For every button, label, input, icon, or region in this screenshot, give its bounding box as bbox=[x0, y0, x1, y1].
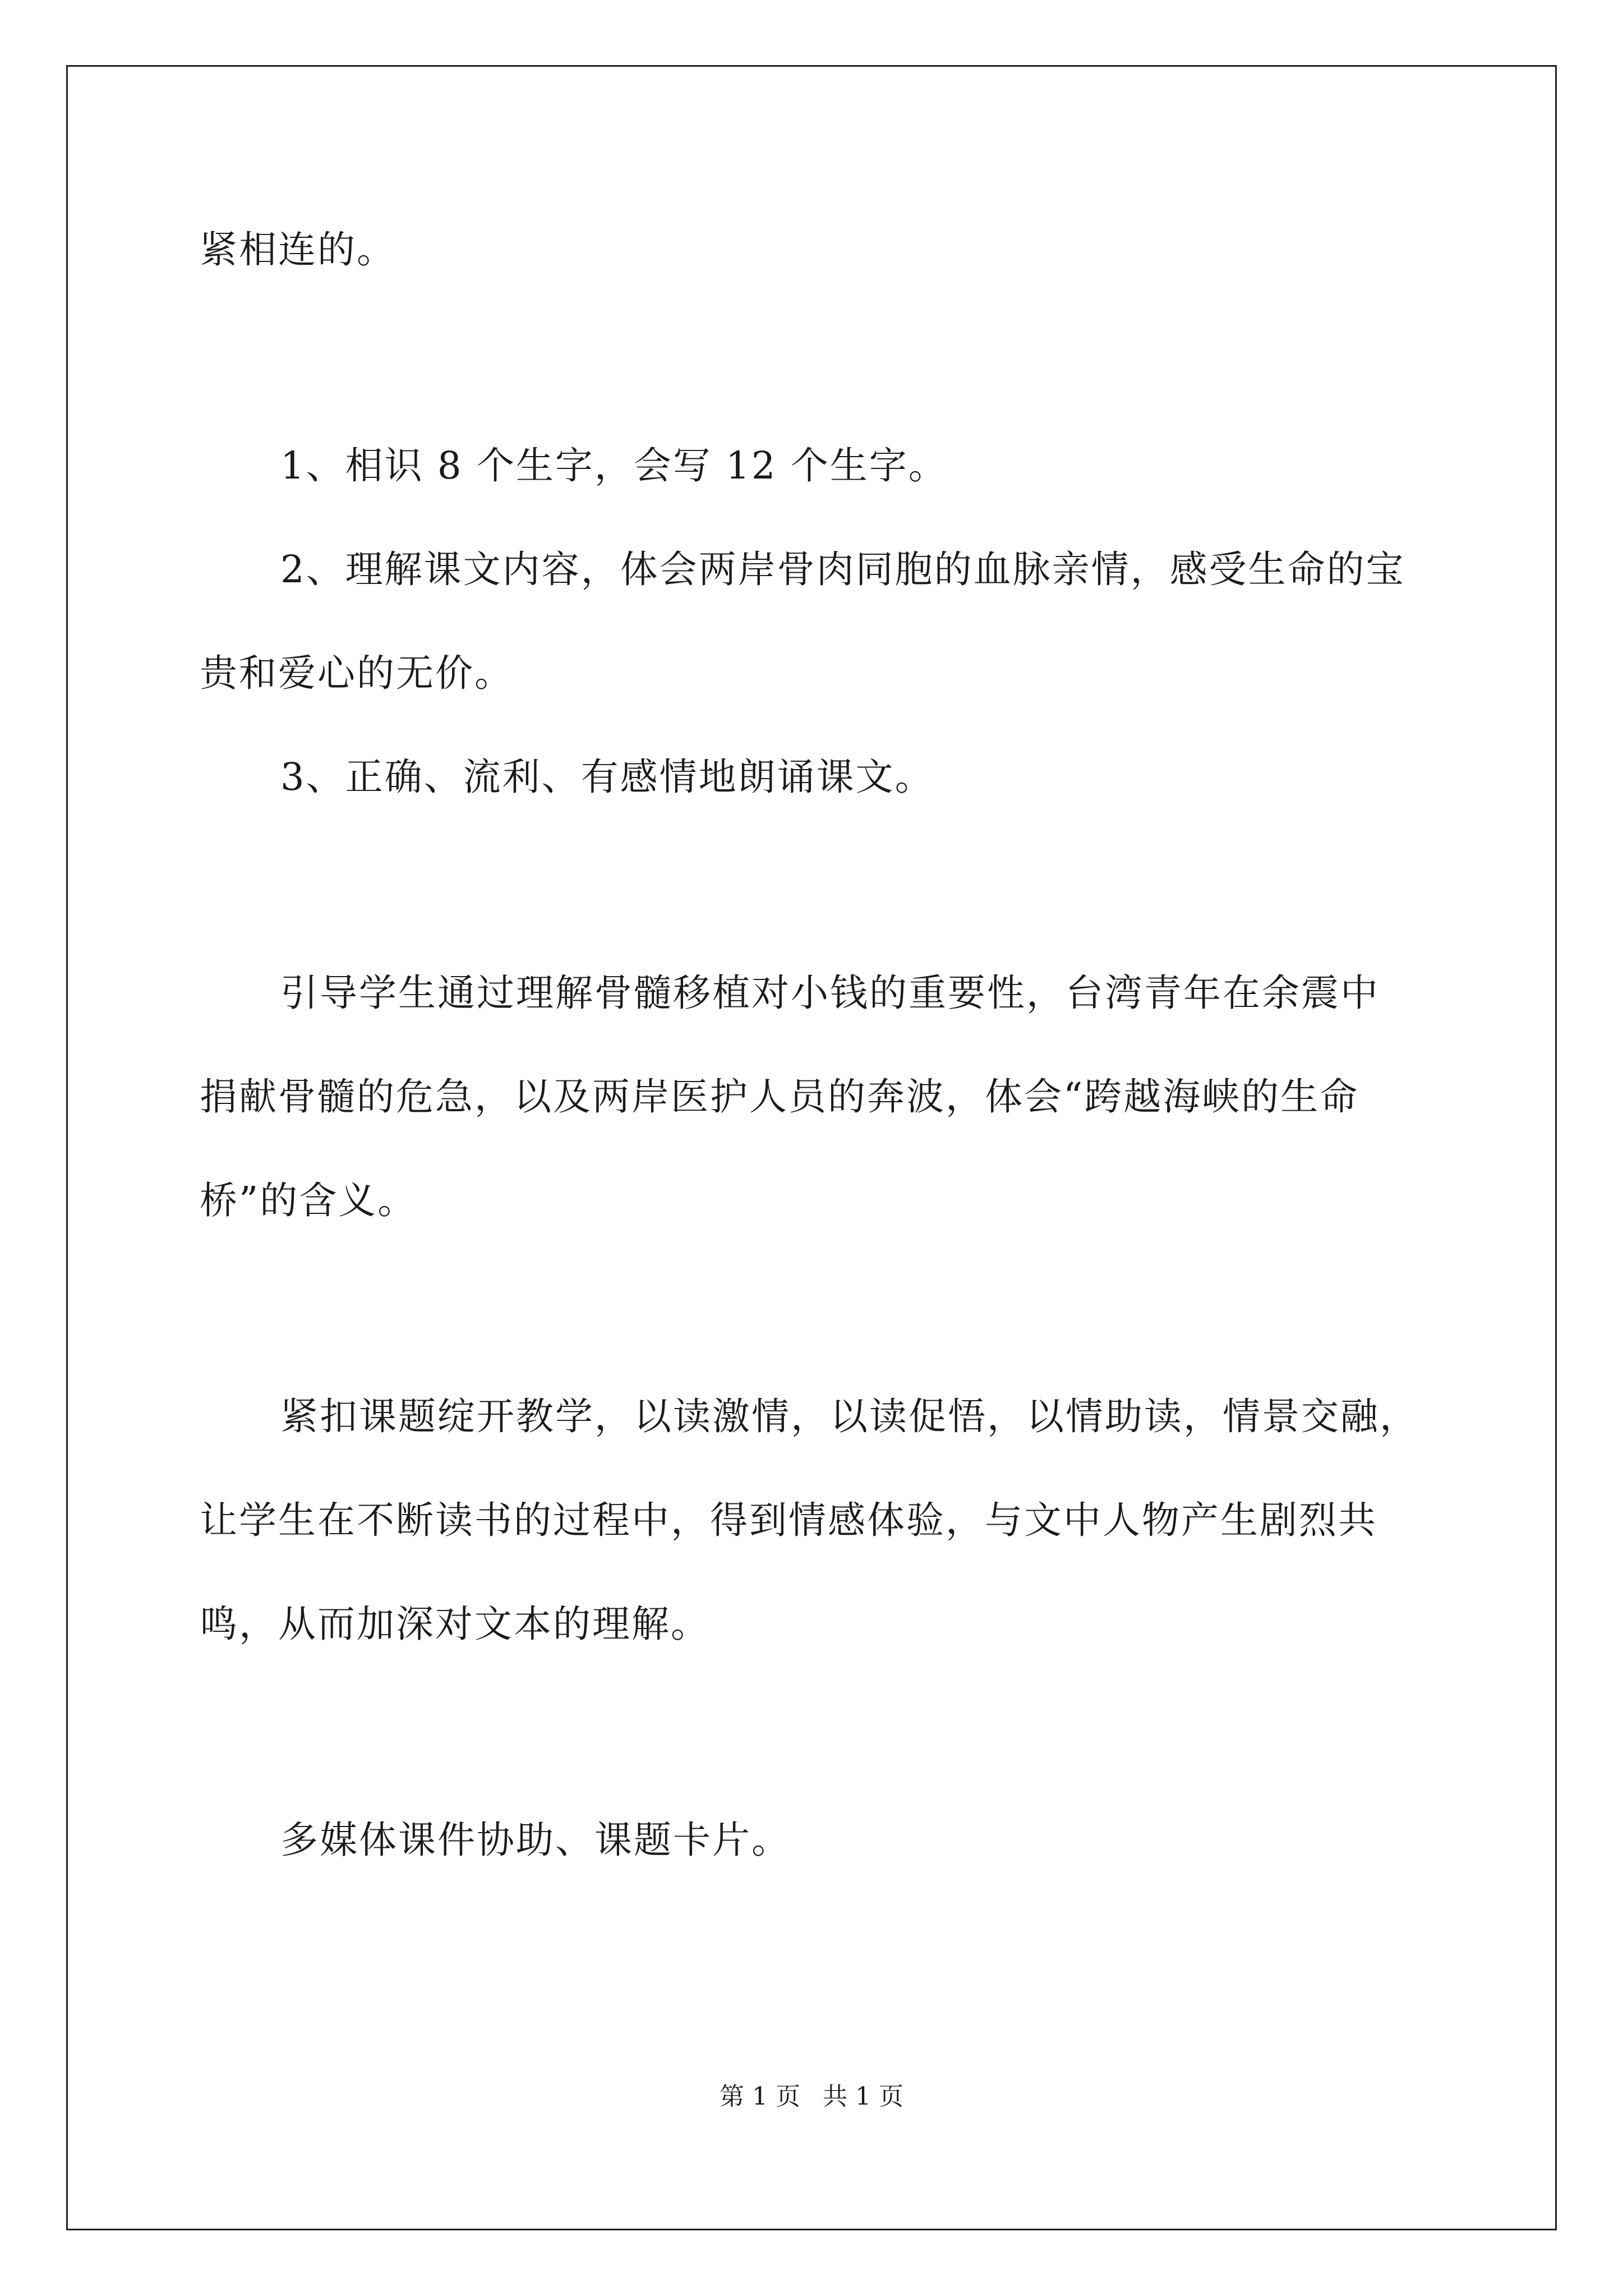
page-number: 第 1 页 bbox=[720, 2082, 800, 2111]
text-line: 紧扣课题绽开教学，以读激情，以读促悟，以情助读，情景交融， bbox=[280, 1395, 1419, 1438]
text-line: 1、相识 8 个生字，会写 12 个生字。 bbox=[280, 444, 948, 487]
page-border bbox=[66, 65, 1557, 2230]
text-line: 桥”的含义。 bbox=[200, 1179, 417, 1222]
text-line: 多媒体课件协助、课题卡片。 bbox=[280, 1818, 791, 1862]
text-line: 2、理解课文内容，体会两岸骨肉同胞的血脉亲情，感受生命的宝 bbox=[280, 547, 1405, 591]
page-total: 共 1 页 bbox=[823, 2082, 903, 2111]
text-line: 让学生在不断读书的过程中，得到情感体验，与文中人物产生剧烈共 bbox=[200, 1498, 1377, 1542]
page-footer bbox=[0, 2080, 1623, 2114]
text-line: 贵和爱心的无价。 bbox=[200, 651, 514, 695]
text-line: 紧相连的。 bbox=[200, 228, 396, 272]
text-line: 鸣，从而加深对文本的理解。 bbox=[200, 1602, 710, 1646]
text-line: 捐献骨髓的危急，以及两岸医护人员的奔波，体会“跨越海峡的生命 bbox=[200, 1075, 1359, 1119]
text-line: 引导学生通过理解骨髓移植对小钱的重要性，台湾青年在余震中 bbox=[280, 971, 1380, 1015]
text-line: 3、正确、流利、有感情地朗诵课文。 bbox=[280, 755, 934, 799]
